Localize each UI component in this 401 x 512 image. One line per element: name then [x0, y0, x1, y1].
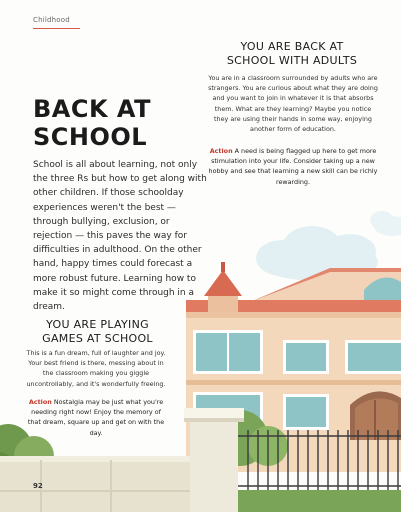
title-line-2: SCHOOL: [33, 123, 148, 151]
adults-action-text: A need is being flagged up here to get more stimulation into your life. Consider taking up a new hobby and see that learning a new skill can be richly rewarding.: [208, 147, 378, 186]
grass: [238, 490, 401, 512]
games-heading: [30, 318, 165, 346]
adults-action-label: Action: [209, 147, 233, 155]
intro-paragraph: School is all about learning, not only the three Rs but how to get along with other children. If those schoolday experiences weren't the best — through bullying, exclusion, or rejection — this paves the way for difficulties in adulthood. On the other hand, happy times could forecast a more robust future. Learning how to make it so might come through in a dream.: [33, 160, 207, 313]
adults-heading-line-1: YOU ARE BACK AT: [240, 40, 344, 53]
games-body: This is a fun dream, full of laughter and joy. Your best friend is there, messing about in the classroom making you giggle uncontrollably, and it's wonderfully freeing.: [26, 349, 166, 388]
header-rule: [33, 28, 80, 29]
adults-heading-line-2: SCHOOL WITH ADULTS: [226, 54, 358, 67]
games-heading-line-2: GAMES AT SCHOOL: [42, 332, 153, 345]
games-action-label: Action: [28, 398, 52, 406]
cloud-small: [370, 211, 401, 236]
page-title: [33, 95, 203, 151]
adults-action: [208, 146, 378, 187]
stone-wall: [0, 456, 210, 512]
title-line-1: BACK AT: [33, 95, 152, 123]
games-heading-line-1: YOU ARE PLAYING: [46, 318, 149, 331]
section-label: Childhood: [33, 16, 70, 24]
page-number: 92: [33, 482, 43, 490]
games-action-text: Nostalgia may be just what you're needing right now! Enjoy the memory of that dream, square up and get on with the day.: [27, 398, 165, 437]
games-action: [26, 397, 166, 438]
gate-pillar: [184, 408, 244, 512]
adults-heading: [212, 40, 372, 68]
adults-body: You are in a classroom surrounded by adults who are strangers. You are curious about what they are doing and you want to join in whatever it is that absorbs them. What are they learning? Maybe you notice they are using their hands in some way, enjoying another form of education.: [208, 74, 378, 134]
